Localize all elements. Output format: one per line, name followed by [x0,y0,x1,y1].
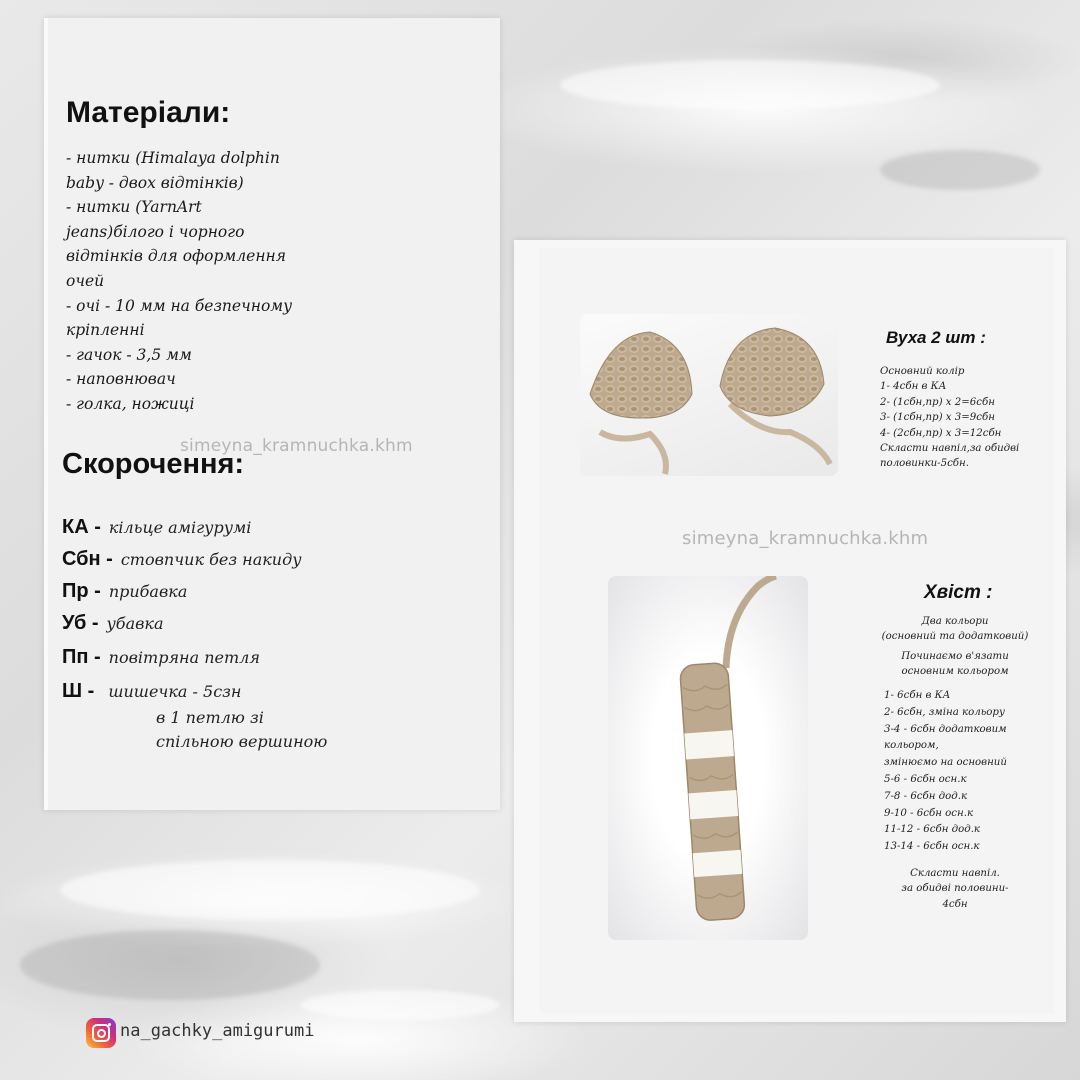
abbreviation-item [62,680,241,703]
watermark: simeyna_kramnuchka.khm [180,436,413,456]
materials-line: кріпленні [66,321,145,340]
instagram-icon-dot [108,1023,111,1026]
tail-row: змінюємо на основний [884,757,1007,769]
tail-outro-line: за обидві половини- [901,883,1009,895]
materials-card [44,18,500,810]
ears-line: 2- (1сбн,пр) х 2=6сбн [880,396,995,408]
abbreviation-item [62,580,187,603]
materials-line: - наповнювач [66,370,176,389]
ears-instructions [880,364,1019,472]
materials-line: очей [66,271,105,290]
ears-illustration [580,314,838,476]
background-texture [60,860,480,920]
background-texture [560,60,940,110]
abbreviation-value: кільце амігурумі [108,518,252,537]
card-edge [44,18,48,810]
abbreviation-key: КА - [62,516,101,538]
abbreviation-value: шишечка - 5сзн [108,682,242,701]
abbreviation-item [62,612,164,635]
ears-line: 3- (1сбн,пр) х 3=9сбн [880,412,995,424]
abbreviation-key: Сбн - [62,548,113,570]
ears-line: Скласти навпіл,за обидві [880,443,1020,455]
materials-line: jeans)білого і чорного [66,222,245,241]
tail-row: кольором, [884,740,939,752]
background-texture [20,930,320,1000]
abbreviation-value: стовпчик без накиду [120,550,302,569]
tail-photo [608,576,808,940]
tail-title: Хвіст : [924,582,993,603]
materials-line: baby - двох відтінків) [66,173,244,192]
materials-line: - нитки (YarnArt [66,198,202,217]
instagram-handle[interactable]: na_gachky_amigurumi [120,1021,315,1041]
ears-line: половинки-5сбн. [880,458,969,470]
pattern-card-inner [540,248,1054,1014]
materials-line: - нитки (Himalaya dolphin [66,149,280,167]
tail-intro [870,614,1040,680]
instagram-icon-lens [97,1029,106,1038]
tail-illustration [608,576,808,940]
abbreviation-value: повітряна петля [108,648,260,667]
abbreviation-item [62,548,302,571]
pattern-card [514,240,1066,1022]
tail-row: 1- 6сбн в КА [884,690,951,701]
ears-title: Вуха 2 шт : [886,328,986,347]
tail-row: 7-8 - 6сбн дод.к [884,790,968,802]
tail-row: 2- 6сбн, зміна кольору [884,706,1005,718]
abbreviation-key: Уб - [62,612,99,634]
abbreviation-item [62,646,260,669]
materials-line: - гачок - 3,5 мм [66,345,192,364]
ears-photo [580,314,838,476]
ears-line: Основний колір [880,366,965,377]
abbreviation-value: убавка [106,614,164,633]
abbreviation-value: прибавка [108,582,188,601]
tail-row: 3-4 - 6сбн додатковим [884,723,1007,735]
materials-line: - очі - 10 мм на безпечному [66,296,293,315]
materials-list [66,146,326,417]
tail-outro-line: 4сбн [942,898,968,910]
tail-rows [884,688,1007,856]
tail-row: 13-14 - 6сбн осн.к [884,841,980,853]
background-texture [880,150,1040,190]
tail-outro-line: Скласти навпіл. [910,868,1000,879]
abbreviations-title: Скорочення: [62,448,245,480]
tail-intro-line: основним кольором [901,666,1009,678]
ears-line: 4- (2сбн,пр) х 3=12сбн [880,427,1002,439]
abbreviation-continuation: спільною вершиною [156,732,328,751]
abbreviation-key: Ш - [62,680,95,702]
abbreviation-key: Пр - [62,580,101,602]
tail-row: 11-12 - 6сбн дод.к [884,824,981,836]
tail-row: 9-10 - 6сбн осн.к [884,807,974,819]
materials-title: Матеріали: [66,96,231,129]
abbreviation-item [62,516,251,539]
tail-intro-line: Два кольори [921,616,989,627]
ears-line: 1- 4сбн в КА [880,381,947,393]
watermark: simeyna_kramnuchka.khm [682,528,929,549]
materials-line: - голка, ножиці [66,394,195,413]
abbreviation-continuation: в 1 петлю зі [156,708,264,727]
tail-outro [870,866,1040,912]
tail-intro-line: Починаємо в'язати [901,650,1009,662]
abbreviation-key: Пп - [62,646,101,668]
tail-row: 5-6 - 6сбн осн.к [884,773,967,785]
materials-line: відтінків для оформлення [66,247,287,266]
background-texture [300,990,500,1020]
tail-intro-line: (основний та додатковий) [881,631,1029,643]
instagram-icon[interactable] [86,1018,116,1048]
